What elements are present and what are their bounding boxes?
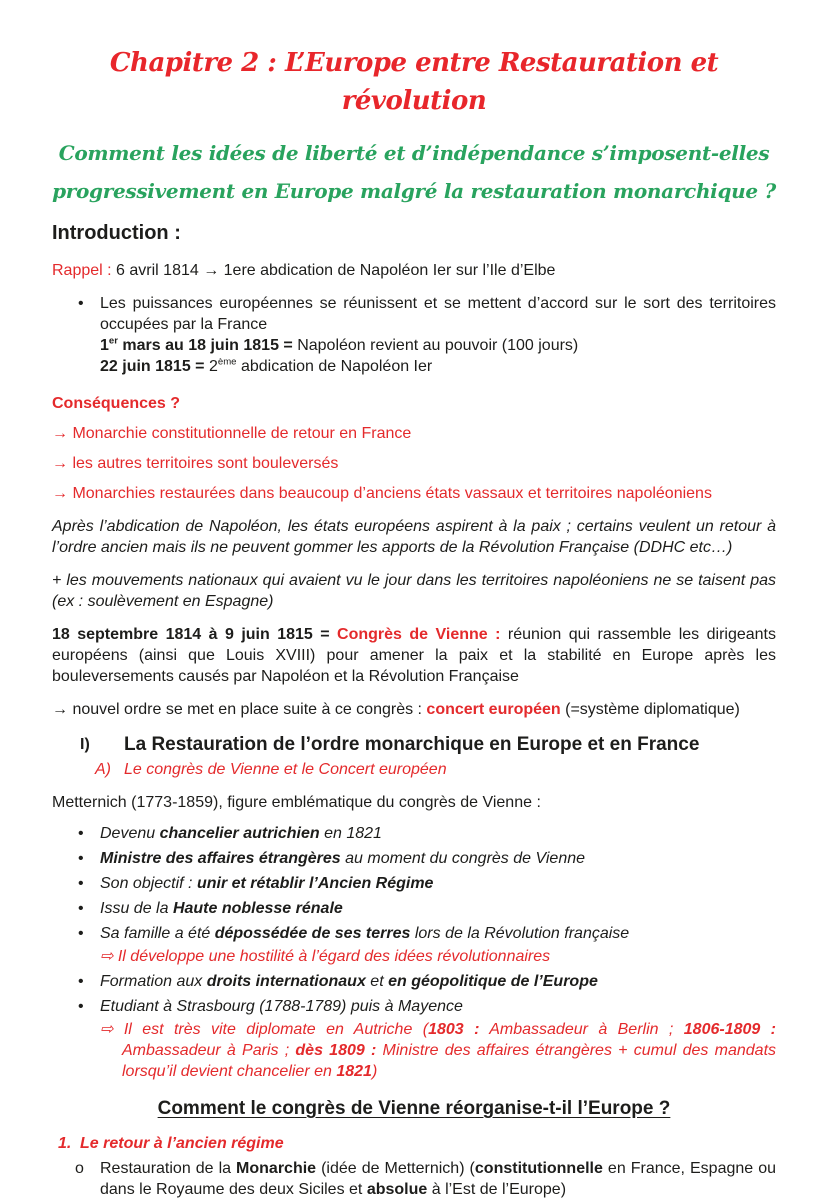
list-item	[52, 823, 776, 844]
recap-bullet-list	[52, 293, 776, 377]
bullet-text: • Les puissances européennes se réunissent et se mettent d’accord sur le sort des territoires occupées par la France	[100, 295, 776, 333]
consequence-arrow-line: → Monarchie constitutionnelle de retour en France	[52, 425, 412, 442]
national-movements-paragraph: + les mouvements nationaux qui avaient vu le jour dans les territoires napoléoniens ne se taisent pas (ex : soulèvement en Espagne)	[52, 572, 776, 610]
bullet-text: 22 juin 1815 = 2ème abdication de Napoléon Ier	[100, 356, 433, 375]
metternich-intro: Metternich (1773-1859), figure emblématique du congrès de Vienne :	[52, 794, 541, 811]
list-item	[52, 923, 776, 967]
bullet-text: • Formation aux droits internationaux et en géopolitique de l’Europe	[100, 973, 598, 990]
consequence-arrow-line: → les autres territoires sont bouleversés	[52, 455, 339, 472]
list-item	[52, 996, 776, 1082]
consequences-heading: Conséquences ?	[52, 395, 181, 412]
list-item	[52, 293, 776, 377]
item-text: Restauration de la Monarchie (idée de Metternich) (constitutionnelle en France, Espagne ou dans le Royaume des deux Siciles et absolue à l’Est de l’Europe)	[100, 1160, 776, 1198]
subsection-title: Le congrès de Vienne et le Concert européen	[124, 761, 447, 778]
section-title: La Restauration de l’ordre monarchique en Europe et en France	[124, 734, 700, 755]
rappel-line: Rappel : 6 avril 1814 → 1ere abdication de Napoléon Ier sur l’Ile d’Elbe	[52, 262, 556, 279]
intro-heading: Introduction :	[52, 222, 181, 244]
subsection-letter: A)	[95, 761, 111, 778]
bullet-text: • Devenu chancelier autrichien en 1821	[100, 825, 382, 842]
point-1-heading	[52, 1133, 776, 1154]
circle-bullet-marker: o	[75, 1160, 84, 1177]
new-order-line: → nouvel ordre se met en place suite à ce congrès : concert européen (=système diplomatique)	[52, 701, 740, 718]
point-title: Le retour à l’ancien régime	[80, 1135, 284, 1152]
bullet-text: 1er mars au 18 juin 1815 = Napoléon revient au pouvoir (100 jours)	[100, 335, 579, 354]
course-question	[52, 134, 776, 210]
list-item	[52, 898, 776, 919]
course-question-line-2: progressivement en Europe malgré la restauration monarchique ?	[52, 179, 776, 203]
congress-vienna-paragraph: 18 septembre 1814 à 9 juin 1815 = Congrès de Vienne : réunion qui rassemble les dirigeants européens (ainsi que Louis XVIII) pour amener la paix et la stabilité en Europe après les bouleversements causés par Napoléon et la Révolution Française	[52, 626, 777, 685]
bullet-text: • Issu de la Haute noblesse rénale	[100, 900, 343, 917]
point-number: 1.	[58, 1135, 72, 1152]
bullet-text: • Son objectif : unir et rétablir l’Ancien Régime	[100, 875, 434, 892]
question-heading: Comment le congrès de Vienne réorganise-t-il l’Europe ?	[157, 1098, 671, 1119]
sub-arrow-note: ⇨ Il développe une hostilité à l’égard des idées révolutionnaires	[100, 948, 551, 965]
chapter-title: Chapitre 2 : L’Europe entre Restauration et révolution	[109, 48, 719, 116]
bullet-text: • Sa famille a été dépossédée de ses terres lors de la Révolution française	[100, 925, 630, 942]
list-item	[52, 848, 776, 869]
consequence-arrow-line: → Monarchies restaurées dans beaucoup d’anciens états vassaux et territoires napoléoniens	[52, 485, 712, 502]
subsection-heading-a	[52, 759, 776, 780]
sub-arrow-note: ⇨ Il est très vite diplomate en Autriche (1803 : Ambassadeur à Berlin ; 1806-1809 : Ambassadeur à Paris ; dès 1809 : Ministre des affaires étrangères + cumul des mandats lorsqu’il devient chancelier en 1821)	[100, 1021, 777, 1080]
course-question-line-1: Comment les idées de liberté et d’indépendance s’imposent-elles	[58, 141, 770, 165]
section-heading-1	[52, 732, 776, 757]
bullet-text: • Ministre des affaires étrangères au moment du congrès de Vienne	[100, 850, 586, 867]
bullet-text: • Etudiant à Strasbourg (1788-1789) puis à Mayence	[100, 998, 463, 1015]
aftermath-paragraph: Après l’abdication de Napoléon, les états européens aspirent à la paix ; certains veulent un retour à l’ordre ancien mais ils ne peuvent gommer les apports de la Révolution Française (DDHC etc…)	[52, 518, 776, 556]
restoration-item	[52, 1158, 776, 1200]
list-item	[52, 873, 776, 894]
list-item	[52, 971, 776, 992]
metternich-list	[52, 823, 776, 1082]
section-number: I)	[80, 736, 90, 753]
